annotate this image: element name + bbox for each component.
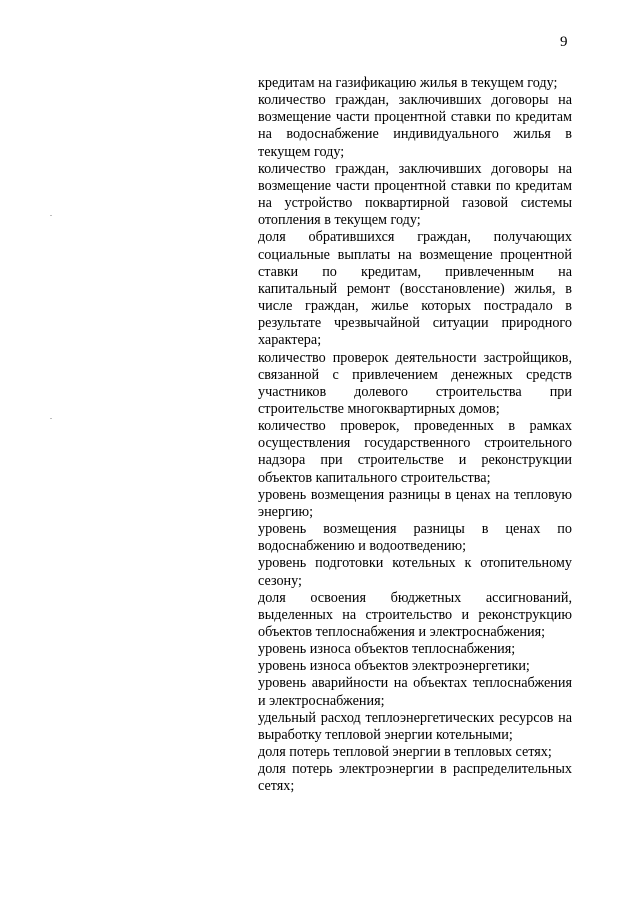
list-item: доля обратившихся граждан, получающих социальные выплаты на возмещение процентной ставки по кредитам, привлеченным на капитальный ремонт (восстановление) жилья, в числе граждан, жилье которых пострадало в результате чрезвычайной ситуации природного характера;	[258, 229, 572, 349]
list-item: количество проверок деятельности застройщиков, связанной с привлечением денежных средств участников долевого строительства при строительстве многоквартирных домов;	[258, 349, 572, 417]
list-item: доля потерь тепловой энергии в тепловых сетях;	[258, 744, 552, 761]
list-item: доля освоения бюджетных ассигнований, выделенных на строительство и реконструкцию объектов теплоснабжения и электроснабжения;	[258, 589, 572, 640]
list-item: уровень износа объектов теплоснабжения;	[258, 641, 516, 658]
list-item: уровень возмещения разницы в ценах на тепловую энергию;	[258, 486, 572, 520]
list-item: количество граждан, заключивших договоры на возмещение части процентной ставки по кредитам на водоснабжение индивидуального жилья в текущем году;	[258, 92, 572, 160]
indicator-list	[258, 75, 572, 796]
list-item: уровень возмещения разницы в ценах по водоснабжению и водоотведению;	[258, 521, 572, 555]
list-item: количество граждан, заключивших договоры на возмещение части процентной ставки по кредитам на устройство поквартирной газовой системы отопления в текущем году;	[258, 160, 572, 229]
list-item: количество проверок, проведенных в рамках осуществления государственного строительного надзора при строительстве и реконструкции объектов капитального строительства;	[258, 418, 572, 486]
page-number: 9	[560, 34, 568, 50]
list-item: доля потерь электроэнергии в распределительных сетях;	[258, 761, 572, 795]
list-item: уровень подготовки котельных к отопительному сезону;	[258, 555, 572, 589]
list-item: уровень аварийности на объектах теплоснабжения и электроснабжения;	[258, 675, 572, 709]
list-item: удельный расход теплоэнергетических ресурсов на выработку тепловой энергии котельными;	[258, 709, 572, 743]
list-item: кредитам на газификацию жилья в текущем году;	[258, 75, 558, 91]
list-item: уровень износа объектов электроэнергетики;	[258, 658, 530, 675]
scan-artifact	[50, 418, 52, 419]
scan-artifact	[50, 215, 52, 216]
